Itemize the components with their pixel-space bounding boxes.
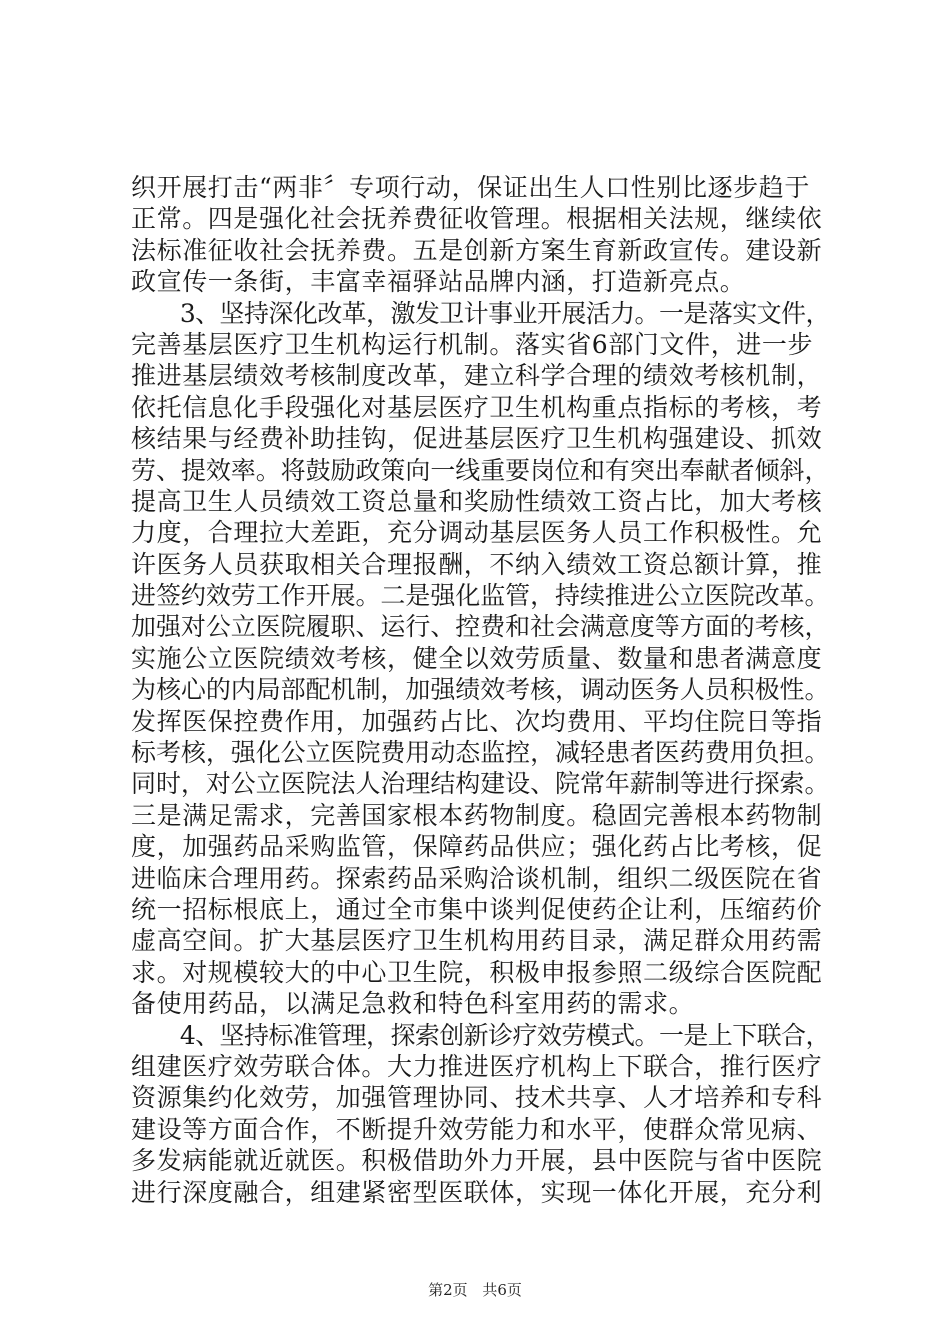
page-footer [0,1280,950,1300]
text-line: 求。对规模较大的中心卫生院，积极申报参照二级综合医院配 [131,957,823,987]
text-line: 劳、提效率。将鼓励政策向一线重要岗位和有突出奉献者倾斜， [131,455,830,485]
text-line: 织开展打击“两非〞专项行动，保证出生人口性别比逐步趋于 [131,173,810,202]
text-line: 标考核，强化公立医院费用动态监控，减轻患者医药费用负担。 [131,738,830,768]
text-line: 加强对公立医院履职、运行、控费和社会满意度等方面的考核， [131,612,830,642]
text-line: 统一招标根底上，通过全市集中谈判促使药企让利，压缩药价 [131,894,823,924]
text-line: 力度，合理拉大差距，充分调动基层医务人员工作积极性。允 [131,518,823,548]
text-line: 完善基层医疗卫生机构运行机制。落实省6部门文件，进一步 [131,329,814,359]
text-line: 度，加强药品采购监管，保障药品供应；强化药占比考核，促 [131,832,823,862]
text-line: 多发病能就近就医。积极借助外力开展，县中医院与省中医院 [131,1146,823,1176]
text-line: 核结果与经费补助挂钩，促进基层医疗卫生机构强建设、抓效 [131,424,823,454]
text-line: 资源集约化效劳，加强管理协同、技术共享、人才培养和专科 [131,1083,823,1113]
text-line: 推进基层绩效考核制度改革，建立科学合理的绩效考核机制， [131,361,823,391]
text-line: 提高卫生人员绩效工资总量和奖励性绩效工资占比，加大考核 [131,486,823,516]
text-line: 建设等方面合作，不断提升效劳能力和水平，使群众常见病、 [131,1114,823,1144]
text-line: 进临床合理用药。探索药品采购洽谈机制，组织二级医院在省 [131,863,823,893]
text-line: 许医务人员获取相关合理报酬，不纳入绩效工资总额计算，推 [131,549,823,579]
text-line: 进行深度融合，组建紧密型医联体，实现一体化开展，充分利 [131,1177,823,1207]
page-number: 第2页 [428,1281,468,1299]
body-text [131,172,831,1208]
text-line: 虚高空间。扩大基层医疗卫生机构用药目录，满足群众用药需 [131,926,823,956]
text-line: 政宣传一条街，丰富幸福驿站品牌内涵，打造新亮点。 [131,267,746,297]
text-line: 4、坚持标准管理，探索创新诊疗效劳模式。一是上下联合， [131,1020,830,1050]
text-line: 同时，对公立医院法人治理结构建设、院常年薪制等进行探索。 [131,769,830,799]
text-line: 组建医疗效劳联合体。大力推进医疗机构上下联合，推行医疗 [131,1051,823,1081]
text-line: 3、坚持深化改革，激发卫计事业开展活力。一是落实文件， [131,298,830,328]
text-line: 法标准征收社会抚养费。五是创新方案生育新政宣传。建设新 [131,235,823,265]
page-total: 共6页 [482,1281,522,1299]
text-line: 发挥医保控费作用，加强药占比、次均费用、平均住院日等指 [131,706,823,736]
text-line: 为核心的内局部配机制，加强绩效考核，调动医务人员积极性。 [131,675,830,705]
text-line: 依托信息化手段强化对基层医疗卫生机构重点指标的考核，考 [131,392,823,422]
text-line: 备使用药品，以满足急救和特色科室用药的需求。 [131,989,695,1019]
text-line: 正常。四是强化社会抚养费征收管理。根据相关法规，继续依 [131,204,823,234]
text-line: 进签约效劳工作开展。二是强化监管，持续推进公立医院改革。 [131,581,830,611]
text-line: 实施公立医院绩效考核，健全以效劳质量、数量和患者满意度 [131,643,823,673]
text-line: 三是满足需求，完善国家根本药物制度。稳固完善根本药物制 [131,800,823,830]
